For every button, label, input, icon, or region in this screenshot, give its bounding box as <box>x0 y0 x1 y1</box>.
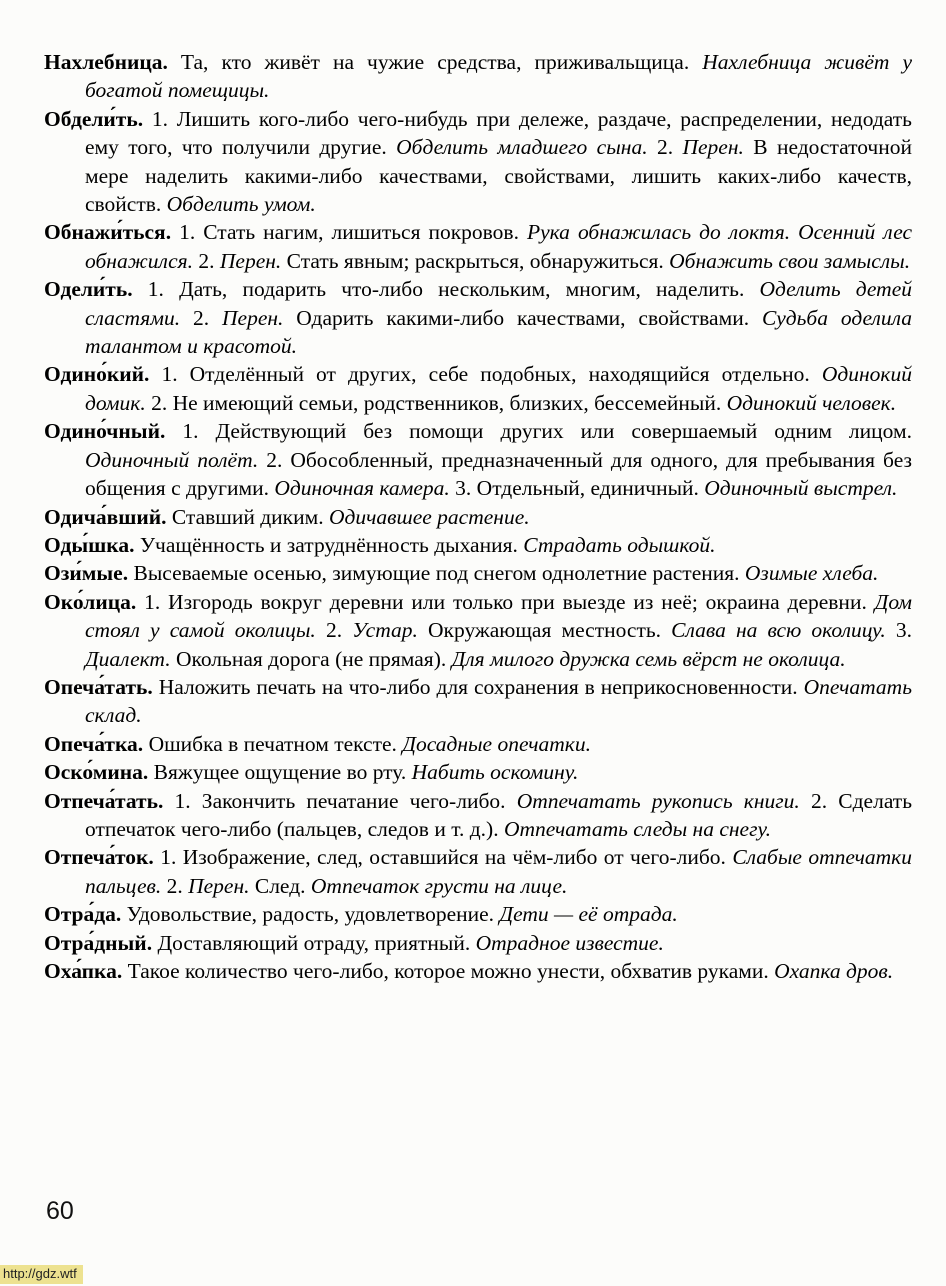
entry-example: Обделить умом. <box>166 192 316 217</box>
entry-example: Опечатать склад. <box>85 674 912 728</box>
entry-definition: Ставший диким. <box>166 504 329 529</box>
entry-definition: Окружающая местность. <box>417 618 672 643</box>
entry-example: Одиночный выстрел. <box>704 476 898 501</box>
dictionary-entry <box>44 900 912 928</box>
entry-definition: Окольная дорога (не прямая). <box>170 646 452 671</box>
entry-example: Перен. <box>682 135 744 160</box>
entry-definition: 2. <box>647 135 683 160</box>
entry-definition: 1. Закончить печатание чего-либо. <box>163 788 517 813</box>
entry-definition: Ошибка в печатном тексте. <box>143 731 403 756</box>
entry-headword: Одино́чный. <box>44 419 166 444</box>
entry-example: Перен. <box>188 873 250 898</box>
entry-definition: 1. Дать, подарить что-либо нескольким, многим, наделить. <box>132 277 760 302</box>
entry-example: Отпечатать рукопись книги. <box>516 788 800 813</box>
entry-example: Слава на всю околицу. <box>671 618 886 643</box>
dictionary-entry <box>44 758 912 786</box>
dictionary-entry <box>44 218 912 275</box>
entry-example: Дом стоял у самой околицы. <box>85 589 912 643</box>
entry-headword: Опеча́тка. <box>44 731 144 756</box>
entry-example: Охапка дров. <box>774 959 894 983</box>
entry-definition: 2. <box>161 873 189 898</box>
entry-definition: 2. <box>193 248 220 273</box>
entry-headword: Одино́кий. <box>44 362 150 387</box>
dictionary-entry <box>44 957 912 985</box>
entry-example: Судьба оделила талантом и красотой. <box>85 305 912 359</box>
entry-definition: След. <box>249 873 311 898</box>
dictionary-entry <box>44 275 912 360</box>
entry-definition: Вяжущее ощущение во рту. <box>148 760 412 785</box>
entry-example: Перен. <box>219 248 282 273</box>
entry-example: Рука обнажилась до локтя. Осенний лес обнажился. <box>85 220 912 273</box>
entry-definition: 2. <box>180 305 222 330</box>
entries <box>44 48 912 985</box>
entry-definition: 2. Обособленный, предназначенный для одного, для пребывания без общения с другими. <box>85 447 912 501</box>
entry-headword: Обдели́ть. <box>44 106 144 131</box>
entry-definition: 1. Действующий без помощи других или совершаемый одним лицом. <box>165 419 912 444</box>
dictionary-entry <box>44 360 912 417</box>
entry-headword: Опеча́тать. <box>44 674 153 699</box>
entry-example: Оделить детей сластями. <box>85 277 913 330</box>
entry-example: Дети — её отрада. <box>499 902 678 927</box>
entry-example: Набить оскомину. <box>411 760 579 785</box>
entry-headword: Обнажи́ться. <box>44 220 172 245</box>
entry-definition: 3. <box>885 618 913 643</box>
entry-definition: 2. <box>315 618 353 643</box>
entry-example: Одиночная камера. <box>274 476 450 501</box>
entry-example: Обнажить свои замыслы. <box>669 248 911 273</box>
entry-example: Одичавшее растение. <box>328 504 530 529</box>
entry-headword: Отра́дный. <box>44 930 153 955</box>
entry-definition: 1. Изгородь вокруг деревни или только при выезде из неё; окраина деревни. <box>136 589 875 614</box>
page-number: 60 <box>46 1197 74 1225</box>
entry-definition: Доставляющий отраду, приятный. <box>152 930 476 955</box>
dictionary-entry <box>44 417 912 502</box>
entry-example: Нахлебница живёт у богатой помещицы. <box>85 50 912 103</box>
dictionary-entry <box>44 48 912 105</box>
entry-headword: Ози́мые. <box>44 561 129 586</box>
dictionary-entry <box>44 588 912 673</box>
entry-example: Одинокий человек. <box>726 390 897 415</box>
entry-example: Отпечаток грусти на лице. <box>310 873 568 898</box>
watermark-url: http://gdz.wtf <box>0 1265 83 1284</box>
entry-definition: Наложить печать на что-либо для сохранения в неприкосновенности. <box>152 674 804 699</box>
entry-example: Слабые отпечатки пальцев. <box>85 845 912 898</box>
entry-headword: Одели́ть. <box>44 277 133 302</box>
entry-definition: Стать явным; раскрыться, обнаружиться. <box>281 248 670 273</box>
dictionary-entry <box>44 673 912 730</box>
entry-example: Отпечатать следы на снегу. <box>503 816 772 841</box>
dictionary-entry <box>44 843 912 900</box>
dictionary-entry <box>44 730 912 758</box>
entry-example: Отрадное известие. <box>475 930 664 955</box>
entry-definition: В недостаточной мере наделить какими-либо качествами, свойствами, лишить каких-либо качеств, свойств. <box>85 135 913 217</box>
entry-headword: Нахлебница. <box>44 50 168 74</box>
entry-headword: Отпеча́тать. <box>44 788 164 813</box>
entry-example: Перен. <box>222 305 284 330</box>
entry-headword: Одича́вший. <box>44 504 167 529</box>
entry-definition: Та, кто живёт на чужие средства, приживальщица. <box>167 50 703 74</box>
entry-definition: Одарить какими-либо качествами, свойствами. <box>283 305 762 330</box>
dictionary-entry <box>44 531 912 559</box>
entry-example: Озимые хлеба. <box>744 561 879 586</box>
entry-example: Устар. <box>352 618 418 643</box>
entry-headword: Око́лица. <box>44 589 137 614</box>
entry-definition: 1. Отделённый от других, себе подобных, находящийся отдельно. <box>149 362 822 387</box>
entry-definition: 3. Отдельный, единичный. <box>449 476 705 501</box>
entry-headword: Оско́мина. <box>44 760 149 785</box>
entry-definition: 2. Сделать отпечаток чего-либо (пальцев, следов и т. д.). <box>85 788 913 841</box>
dictionary-entry <box>44 787 912 844</box>
entry-definition: Такое количество чего-либо, которое можно унести, обхватив руками. <box>122 959 775 983</box>
entry-headword: Оха́пка. <box>44 959 123 983</box>
dictionary-entry <box>44 503 912 531</box>
dictionary-entry <box>44 559 912 587</box>
dictionary-entry <box>44 105 912 219</box>
entry-definition: Учащённость и затруднённость дыхания. <box>134 532 524 557</box>
entry-definition: Высеваемые осенью, зимующие под снегом однолетние растения. <box>128 561 745 586</box>
entry-definition: 1. Изображение, след, оставшийся на чём-либо от чего-либо. <box>153 845 733 870</box>
entry-headword: Отра́да. <box>44 902 122 927</box>
entry-headword: Отпеча́ток. <box>44 845 154 870</box>
entry-definition: 1. Стать нагим, лишиться покровов. <box>171 220 527 245</box>
entry-example: Страдать одышкой. <box>523 532 716 557</box>
entry-headword: Оды́шка. <box>44 532 135 557</box>
entry-example: Одиночный полёт. <box>85 447 259 472</box>
entry-definition: 2. Не имеющий семьи, родственников, близких, бессемейный. <box>145 390 727 415</box>
entry-example: Для милого дружка семь вёрст не околица. <box>451 646 846 671</box>
entry-example: Досадные опечатки. <box>402 731 591 756</box>
entry-definition: Удовольствие, радость, удовлетворение. <box>121 902 500 927</box>
entry-example: Обделить младшего сына. <box>396 135 648 160</box>
entry-definition: 1. Лишить кого-либо чего-нибудь при дележе, раздаче, распределении, недодать ему того, что получили другие. <box>85 106 912 160</box>
dictionary-entry <box>44 929 912 957</box>
entry-example: Диалект. <box>85 646 171 671</box>
entry-example: Одинокий домик. <box>85 362 912 415</box>
